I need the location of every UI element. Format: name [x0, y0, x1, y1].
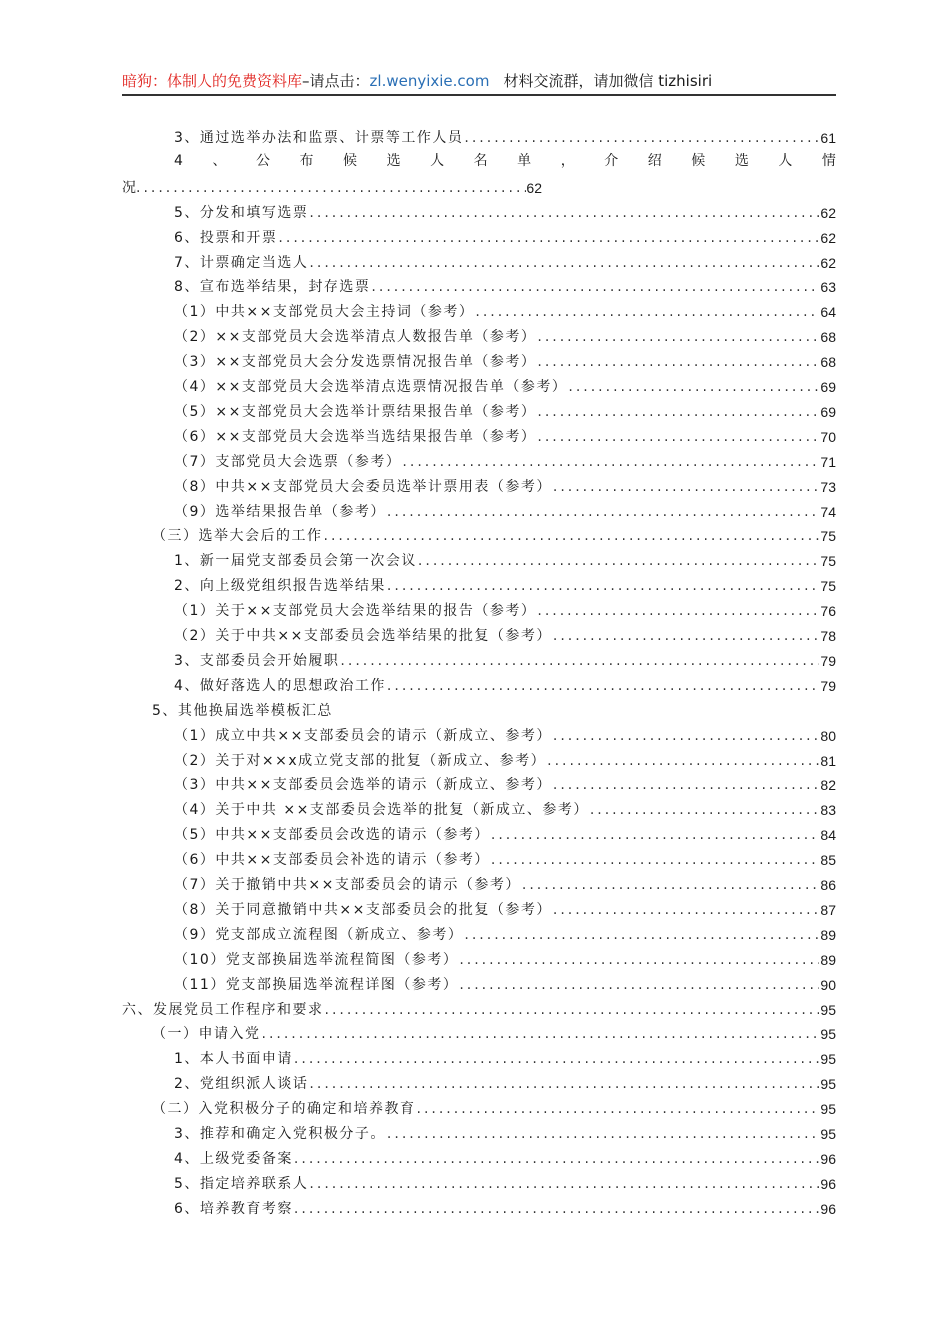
toc-leader-dots: [309, 1074, 819, 1094]
toc-leader-dots: [553, 626, 820, 646]
toc-wrapped-char: 选: [386, 152, 401, 169]
toc-entry[interactable]: [174, 923, 836, 945]
toc-leader-dots: [553, 726, 820, 746]
toc-entry[interactable]: [174, 475, 836, 497]
toc-entry-label: 六、发展党员工作程序和要求: [122, 1001, 324, 1018]
toc-page-number: 62: [820, 229, 836, 246]
toc-entry[interactable]: [174, 649, 836, 671]
toc-entry-label: 2、向上级党组织报告选举结果: [174, 578, 386, 595]
toc-leader-dots: [417, 1099, 820, 1119]
toc-entry[interactable]: [174, 948, 836, 970]
toc-page-number: 90: [820, 976, 836, 993]
toc-entry-label: 6、投票和开票: [174, 229, 278, 246]
toc-entry[interactable]: [174, 1197, 836, 1219]
toc-entry[interactable]: [174, 823, 836, 845]
toc-page-number: 95: [820, 1076, 836, 1093]
toc-entry-label: （2）××支部党员大会选举清点人数报告单（参考）: [174, 329, 537, 346]
toc-page-number: 79: [820, 677, 836, 694]
toc-page-number: 95: [820, 1126, 836, 1142]
toc-entry[interactable]: [174, 873, 836, 895]
toc-leader-dots: [464, 128, 819, 148]
toc-leader-dots: [537, 601, 819, 621]
toc-entry[interactable]: [122, 998, 836, 1020]
toc-entry[interactable]: [174, 549, 836, 571]
toc-leader-dots: [324, 526, 820, 546]
toc-leader-dots: [278, 228, 819, 248]
toc-entry[interactable]: [174, 1122, 836, 1144]
toc-entry-label: （2）关于中共××支部委员会选举结果的批复（参考）: [174, 628, 552, 644]
toc-leader-dots: [537, 327, 819, 347]
toc-page-number: 64: [820, 304, 836, 321]
toc-leader-dots: [387, 502, 820, 522]
toc-page-number: 63: [820, 279, 836, 296]
toc-wrapped-char: 绍: [647, 152, 662, 169]
toc-page-number: 95: [820, 1001, 836, 1018]
toc-page-number: 81: [820, 752, 836, 769]
toc-leader-dots: [418, 551, 820, 571]
toc-entry[interactable]: [174, 450, 836, 472]
toc-wrapped-char: ，: [560, 152, 575, 169]
toc-entry[interactable]: [174, 400, 836, 422]
toc-leader-dots: [522, 875, 820, 895]
toc-leader-dots: [568, 377, 819, 397]
page-header: [122, 70, 836, 92]
toc-entry-label: （2）关于对××x成立党支部的批复（新成立、参考）: [174, 752, 547, 769]
toc-wrapped-char: 布: [299, 152, 314, 169]
toc-entry[interactable]: [174, 773, 836, 795]
toc-entry-label: 3、通过选举办法和监票、计票等工作人员: [174, 130, 464, 146]
toc-entry[interactable]: [174, 749, 836, 771]
toc-page-number: 75: [820, 528, 836, 545]
toc-page-number: 82: [820, 777, 836, 794]
toc-wrapped-char: 介: [604, 152, 619, 169]
toc-entry[interactable]: [174, 425, 836, 447]
toc-leader-dots: [553, 477, 820, 497]
toc-page-number: 85: [820, 852, 836, 869]
toc-page-number: 84: [820, 827, 836, 844]
toc-leader-dots: [537, 352, 819, 372]
toc-wrapped-char: 人: [778, 152, 793, 169]
toc-entry-label: （7）关于撤销中共××支部委员会的请示（参考）: [174, 877, 521, 893]
toc-entry-wrapped-line2[interactable]: [122, 176, 542, 198]
toc-page-number: 70: [820, 428, 836, 445]
toc-entry-label: （8）关于同意撤销中共××支部委员会的批复（参考）: [174, 901, 552, 918]
toc-entry[interactable]: [174, 898, 836, 920]
toc-entry-label: 5、其他换届选举模板汇总: [152, 702, 333, 719]
toc-entry-label: （1）中共××支部党员大会主持词（参考）: [174, 304, 475, 321]
toc-page-number: 95: [820, 1026, 836, 1043]
toc-page-number: 80: [820, 727, 836, 744]
toc-leader-dots: [491, 825, 820, 845]
toc-entry-label: （1）关于××支部党员大会选举结果的报告（参考）: [174, 603, 537, 620]
toc-entry-label: （3）中共××支部委员会选举的请示（新成立、参考）: [174, 777, 552, 794]
toc-entry[interactable]: [174, 1047, 836, 1069]
toc-leader-dots: [464, 925, 819, 945]
toc-entry-label: 5、分发和填写选票: [174, 204, 309, 221]
toc-entry-label: 5、指定培养联系人: [174, 1175, 309, 1192]
toc-entry-label: （10）党支部换届选举流程简图（参考）: [174, 951, 459, 968]
header-link[interactable]: zl.wenyixie.com: [369, 72, 490, 90]
toc-entry-label: （8）中共××支部党员大会委员选举计票用表（参考）: [174, 478, 552, 495]
toc-leader-dots: [459, 950, 819, 970]
toc-page-number: 96: [820, 1175, 836, 1192]
toc-entry[interactable]: [174, 1172, 836, 1194]
toc-page-number: 87: [820, 901, 836, 918]
toc-entry[interactable]: [174, 848, 836, 870]
toc-page-number: 71: [820, 453, 836, 470]
header-brand: 暗狗：体制人的免费资料库: [122, 72, 303, 90]
toc-page-number: 69: [820, 403, 836, 420]
toc-entry-label: 4、做好落选人的思想政治工作: [174, 677, 386, 694]
toc-entry-label: （9）选举结果报告单（参考）: [174, 503, 386, 520]
toc-entry-label: （3）××支部党员大会分发选票情况报告单（参考）: [174, 354, 537, 371]
toc-entry[interactable]: [174, 798, 836, 820]
toc-entry[interactable]: [174, 1147, 836, 1169]
toc-entry[interactable]: [174, 375, 836, 397]
toc-wrapped-char: 、: [212, 152, 227, 169]
toc-entry[interactable]: [152, 1097, 836, 1119]
toc-page-number: 73: [820, 478, 836, 495]
toc-wrapped-char: 候: [343, 152, 358, 169]
toc-page-number: 62: [820, 254, 836, 271]
toc-leader-dots: [294, 1149, 820, 1169]
toc-page-number: 61: [820, 130, 836, 146]
toc-entry[interactable]: [174, 300, 836, 322]
toc-entry[interactable]: [174, 1072, 836, 1094]
toc-entry[interactable]: [174, 574, 836, 596]
toc-wrapped-char: 单: [517, 152, 532, 169]
toc-leader-dots: [459, 975, 819, 995]
toc-entry-label: 8、宣布选举结果，封存选票: [174, 279, 371, 296]
toc-leader-dots: [387, 576, 820, 596]
toc-entry-label: 3、推荐和确定入党积极分子。: [174, 1126, 386, 1142]
toc-entry[interactable]: [174, 275, 836, 297]
toc-wrapped-char: 人: [430, 152, 445, 169]
toc-entry-label: （11）党支部换届选举流程详图（参考）: [174, 976, 459, 993]
toc-leader-dots: [309, 203, 819, 223]
toc-page-number: 62: [820, 204, 836, 221]
toc-page-number: 68: [820, 354, 836, 371]
toc-leader-dots: [136, 178, 526, 198]
toc-entry-label: （9）党支部成立流程图（新成立、参考）: [174, 926, 464, 943]
toc-page-number: 79: [820, 652, 836, 669]
toc-entry-label: 3、支部委员会开始履职: [174, 652, 340, 669]
toc-leader-dots: [294, 1049, 820, 1069]
toc-entry-label: 7、计票确定当选人: [174, 254, 309, 271]
toc-entry[interactable]: [174, 251, 836, 273]
toc-leader-dots: [537, 402, 819, 422]
toc-entry[interactable]: [152, 524, 836, 546]
toc-entry-label: 1、本人书面申请: [174, 1051, 293, 1068]
toc-page-number: 74: [820, 503, 836, 520]
toc-entry-label: 6、培养教育考察: [174, 1200, 293, 1217]
toc-entry-label: （4）关于中共 ××支部委员会选举的批复（新成立、参考）: [174, 802, 589, 819]
toc-entry-label: （三）选举大会后的工作: [152, 528, 323, 545]
header-contact: 材料交流群，请加微信 tizhisiri: [503, 72, 713, 90]
toc-entry[interactable]: [174, 500, 836, 522]
toc-entry-label: 1、新一届党支部委员会第一次会议: [174, 553, 417, 570]
toc-leader-dots: [340, 651, 819, 671]
toc-leader-dots: [590, 800, 820, 820]
toc-leader-dots: [387, 676, 820, 696]
toc-page-number: 76: [820, 603, 836, 620]
toc-wrapped-char: 候: [691, 152, 706, 169]
toc-leader-dots: [547, 751, 819, 771]
toc-leader-dots: [537, 427, 819, 447]
toc-entry-label: （1）成立中共××支部委员会的请示（新成立、参考）: [174, 727, 552, 744]
toc-wrapped-char: 选: [734, 152, 749, 169]
toc-leader-dots: [325, 1000, 820, 1020]
toc-page-number: 69: [820, 379, 836, 395]
toc-wrapped-char: 情: [821, 152, 836, 169]
toc-leader-dots: [491, 850, 820, 870]
toc-leader-dots: [553, 775, 820, 795]
toc-entry[interactable]: [174, 201, 836, 223]
toc-page-number: 95: [820, 1051, 836, 1068]
toc-entry-label: （一）申请入党: [152, 1026, 261, 1043]
toc-page-number: 96: [820, 1150, 836, 1167]
toc-entry[interactable]: [152, 1022, 836, 1044]
toc-page-number: 68: [820, 329, 836, 346]
toc-entry[interactable]: [174, 226, 836, 248]
toc-page-number: 83: [820, 802, 836, 819]
toc-entry-label: 况: [122, 179, 136, 196]
toc-leader-dots: [371, 277, 819, 297]
toc-page-number: 89: [820, 951, 836, 968]
toc-entry[interactable]: [174, 724, 836, 746]
toc-leader-dots: [309, 253, 819, 273]
toc-entry[interactable]: [174, 126, 836, 148]
toc-entry-label: （6）中共××支部委员会补选的请示（参考）: [174, 852, 490, 869]
toc-entry[interactable]: [174, 325, 836, 347]
toc-entry-label: （5）××支部党员大会选举计票结果报告单（参考）: [174, 403, 537, 420]
toc-entry-label: （二）入党积极分子的确定和培养教育: [152, 1101, 416, 1118]
toc-leader-dots: [475, 302, 819, 322]
toc-leader-dots: [387, 1124, 820, 1144]
toc-page-number: 95: [820, 1101, 836, 1118]
toc-entry[interactable]: [174, 674, 836, 696]
toc-entry[interactable]: [174, 973, 836, 995]
toc-leader-dots: [294, 1199, 820, 1219]
toc-leader-dots: [402, 452, 819, 472]
toc-entry[interactable]: [174, 624, 836, 646]
toc-page-number: 62: [526, 179, 542, 196]
toc-entry[interactable]: [174, 599, 836, 621]
toc-wrapped-char: 公: [255, 152, 270, 169]
toc-entry-label: （7）支部党员大会选票（参考）: [174, 453, 402, 470]
toc-page-number: 78: [820, 628, 836, 644]
toc-page-number: 75: [820, 578, 836, 595]
toc-leader-dots: [262, 1024, 820, 1044]
toc-entry-label: 2、党组织派人谈话: [174, 1076, 309, 1093]
toc-entry-label: （4）××支部党员大会选举清点选票情况报告单（参考）: [174, 379, 568, 395]
header-separator: –请点击：: [302, 72, 370, 90]
toc-leader-dots: [309, 1174, 819, 1194]
toc-entry[interactable]: [174, 350, 836, 372]
toc-page-number: 89: [820, 926, 836, 943]
toc-page-number: 86: [820, 877, 836, 893]
toc-entry-wrapped-line1[interactable]: [174, 151, 836, 173]
toc-wrapped-char: 名: [473, 152, 488, 169]
toc-entry-label: （5）中共××支部委员会改选的请示（参考）: [174, 827, 490, 844]
toc-leader-dots: [553, 900, 820, 920]
toc-wrapped-char: 4: [174, 152, 183, 169]
toc-entry[interactable]: [152, 699, 836, 721]
toc-page-number: 96: [820, 1200, 836, 1217]
toc-entry-label: 4、上级党委备案: [174, 1150, 293, 1167]
toc-entry-label: （6）××支部党员大会选举当选结果报告单（参考）: [174, 428, 537, 445]
header-divider: [122, 94, 836, 96]
toc-page-number: 75: [820, 553, 836, 570]
